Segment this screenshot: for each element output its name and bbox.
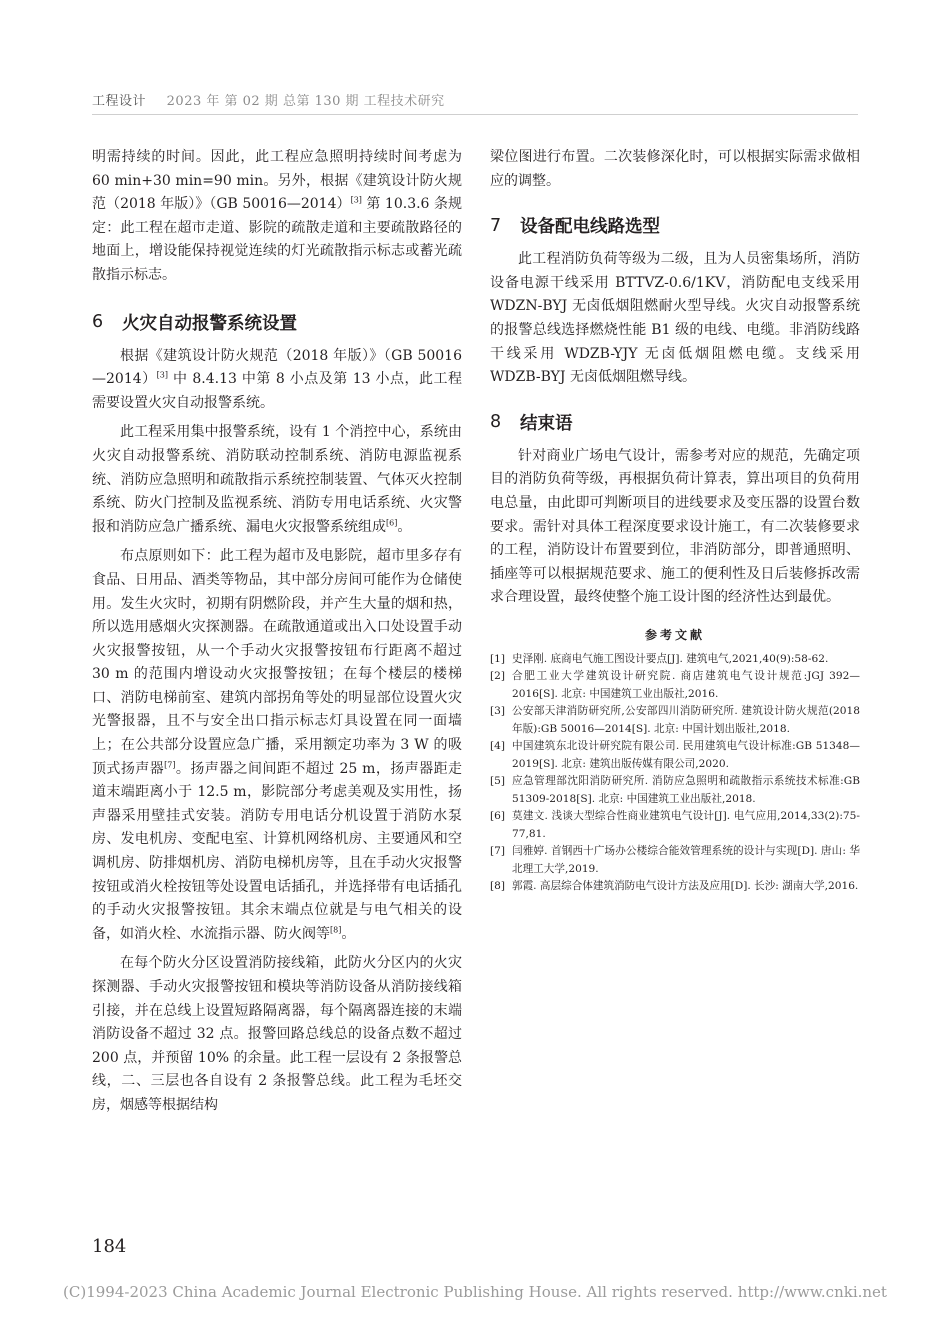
running-header [92,90,445,109]
header-rule [92,114,858,115]
reference-list [490,651,860,896]
left-column [92,130,462,1118]
journal-name: 工程设计 [92,94,147,109]
reference-number: [2] [490,670,506,683]
reference-text: 莫建文. 浅谈大型综合性商业建筑电气设计[J]. 电气应用,2014,33(2):75-77,81. [512,810,860,840]
reference-text: 应急管理部沈阳消防研究所. 消防应急照明和疏散指示系统技术标准:GB 51309-2018[S]. 北京: 中国建筑工业出版社,2018. [512,775,860,805]
copyright-footer: (C)1994-2023 China Academic Journal Electronic Publishing House. All rights reserved. http://www.cnki.net [63,1283,887,1301]
reference-item [490,773,860,808]
reference-number: [5] [490,775,506,788]
reference-number: [4] [490,740,506,753]
paragraph: 根据《建筑设计防火规范（2018 年版）》（GB 50016—2014）[3] 中 8.4.13 中第 8 小点及第 13 小点，此工程需要设置火灾自动报警系统。 [92,347,462,411]
paragraph: 在每个防火分区设置消防接线箱，此防火分区内的火灾探测器、手动火灾报警按钮和模块等消防设备从消防接线箱引接，并在总线上设置短路隔离器，每个隔离器连接的末端消防设备不超过 32 点。报警回路总线总的设备点数不超过 200 点，并预留 10% 的余量。此工程一层设有 2 条报警总线，二、三层也各自设有 2 条报警总线。此工程为毛坯交房，烟感等根据结构 [92,955,462,1113]
right-column [490,130,860,896]
citation[interactable]: [3] [350,195,362,205]
reference-number: [6] [490,810,506,823]
reference-item [490,808,860,843]
citation[interactable]: [8] [330,925,342,935]
citation[interactable]: [3] [156,370,168,380]
section-heading-7: 7 设备配电线路选型 [490,215,660,238]
reference-item [490,651,860,669]
paragraph: 此工程消防负荷等级为二级，且为人员密集场所，消防设备电源干线采用 BTTVZ-0.6/1KV，消防配电支线采用 WDZN-BYJ 无卤低烟阻燃耐火型导线。火灾自动报警系统的报警总线选择燃烧性能 B1 级的电线、电缆。非消防线路干线采用 WDZB-YJY 无卤低烟阻燃电缆。支线采用 WDZB-BYJ 无卤低烟阻燃导线。 [490,251,860,386]
reference-item [490,668,860,703]
references-title: 参考文献 [644,627,705,642]
section-heading-8: 8 结束语 [490,412,573,434]
citation[interactable]: [7] [164,760,176,769]
reference-text: 合肥工业大学建筑设计研究院. 商店建筑电气设计规范:JGJ 392—2016[S]. 北京: 中国建筑工业出版社,2016. [512,670,860,700]
reference-text: 史泽刚. 底商电气施工图设计要点[J]. 建筑电气,2021,40(9):58-62. [512,652,829,665]
reference-item [490,843,860,878]
issue-info: 2023 年 第 02 期 总第 130 期 工程技术研究 [166,94,445,109]
paragraph: 梁位图进行布置。二次装修深化时，可以根据实际需求做相应的调整。 [490,149,860,189]
reference-item [490,878,860,896]
paragraph: 明需持续的时间。因此，此工程应急照明持续时间考虑为 60 min+30 min=90 min。另外，根据《建筑设计防火规范（2018 年版）》（GB 50016—2014）[3] 第 10.3.6 条规定：此工程在超市走道、影院的疏散走道和主要疏散路径的地面上，增设能保持视觉连续的灯光疏散指示标志或蓄光疏散指示标志。 [92,149,462,283]
reference-text: 郭霞. 高层综合体建筑消防电气设计方法及应用[D]. 长沙: 湖南大学,2016. [512,880,859,893]
reference-item [490,703,860,738]
paragraph: 此工程采用集中报警系统，设有 1 个消控中心，系统由火灾自动报警系统、消防联动控制系统、消防电源监视系统、消防应急照明和疏散指示系统控制装置、气体灭火控制系统、防火门控制及监视系统、消防专用电话系统、火灾警报和消防应急广播系统、漏电火灾报警系统组成[6]。 [92,424,462,535]
section-heading-6: 6 火灾自动报警系统设置 [92,312,297,334]
paragraph: 针对商业广场电气设计，需参考对应的规范，先确定项目的消防负荷等级，再根据负荷计算表，算出项目的负荷用电总量，由此即可判断项目的进线要求及变压器的设置台数要求。需针对具体工程深度要求设计施工，有二次装修要求的工程，消防设计布置要到位，非消防部分，即普通照明、插座等可以根据规范要求、施工的便利性及日后装修拆改需求合理设置，最终使整个施工设计图的经济性达到最优。 [490,447,860,606]
reference-text: 公安部天津消防研究所,公安部四川消防研究所. 建筑设计防火规范(2018 年版):GB 50016—2014[S]. 北京: 中国计划出版社,2018. [512,705,860,735]
citation[interactable]: [6] [386,518,398,528]
paragraph: 布点原则如下：此工程为超市及电影院，超市里多存有食品、日用品、酒类等物品，其中部分房间可能作为仓储使用。发生火灾时，初期有阴燃阶段，并产生大量的烟和热，所以选用感烟火灾探测器。在疏散通道或出入口处设置手动火灾报警按钮，从一个手动火灾报警按钮布行距离不超过 30 m 的范围内增设动火灾报警按钮；在每个楼层的楼梯口、消防电梯前室、建筑内部拐角等处的明显部位设置火灾光警报器，且不与安全出口指示标志灯具设置在同一面墙上；在公共部分设置应急广播，采用额定功率为 3 W 的吸顶式扬声器[7]。扬声器之间间距不超过 25 m，扬声器距走道末端距离小于 12.5 m，影院部分考虑美观及实用性，扬声器采用壁挂式安装。消防专用电话分机设置于消防水泵房、发电机房、变配电室、计算机网络机房、主要通风和空调机房、防排烟机房、消防电梯机房等，且在手动火灾报警按钮或消火栓按钮等处设置电话插孔，并选择带有电话插孔的手动火灾报警按钮。其余末端点位就是与电气相关的设备，如消火栓、水流指示器、防火阀等[8]。 [92,548,462,942]
reference-number: [7] [490,845,506,858]
reference-number: [8] [490,880,506,893]
reference-text: 闫雅婷. 首钢西十广场办公楼综合能效管理系统的设计与实现[D]. 唐山: 华北理工大学,2019. [512,845,860,875]
reference-number: [3] [490,705,506,718]
reference-text: 中国建筑东北设计研究院有限公司. 民用建筑电气设计标准:GB 51348—2019[S]. 北京: 建筑出版传媒有限公司,2020. [512,740,860,770]
reference-item [490,738,860,773]
page-number: 184 [92,1236,127,1257]
reference-number: [1] [490,652,506,665]
